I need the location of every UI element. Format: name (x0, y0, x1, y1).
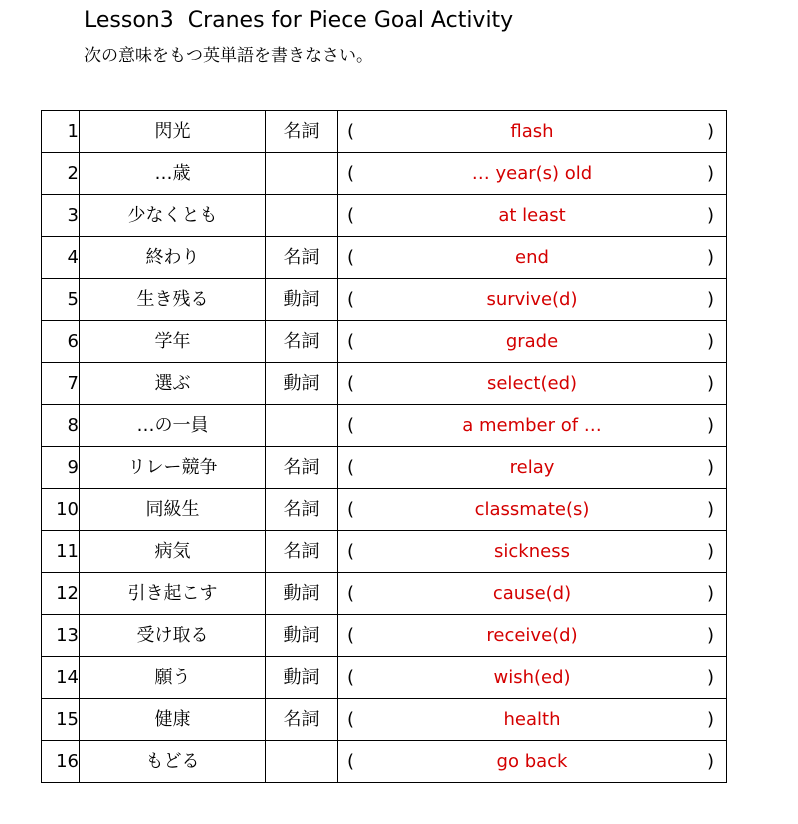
part-of-speech: 動詞 (266, 363, 338, 405)
row-number: 12 (42, 573, 80, 615)
answer-cell (338, 405, 727, 447)
part-of-speech: 動詞 (266, 657, 338, 699)
english-answer: … year(s) old (471, 162, 593, 184)
answer-cell (338, 237, 727, 279)
japanese-meaning: 少なくとも (80, 195, 266, 237)
row-number: 13 (42, 615, 80, 657)
japanese-meaning: 終わり (80, 237, 266, 279)
row-number: 16 (42, 741, 80, 783)
close-paren: ) (706, 372, 714, 394)
table-row (42, 153, 727, 195)
table-row (42, 447, 727, 489)
table-row (42, 405, 727, 447)
close-paren: ) (706, 666, 714, 688)
english-answer: wish(ed) (493, 666, 571, 688)
japanese-meaning: リレー競争 (80, 447, 266, 489)
close-paren: ) (706, 288, 714, 310)
table-row (42, 195, 727, 237)
english-answer: sickness (494, 540, 570, 562)
row-number: 15 (42, 699, 80, 741)
answer-cell (338, 321, 727, 363)
open-paren: ( (347, 330, 355, 352)
answer-cell (338, 279, 727, 321)
part-of-speech: 動詞 (266, 615, 338, 657)
part-of-speech: 名詞 (266, 531, 338, 573)
english-answer: relay (509, 456, 555, 478)
japanese-meaning: …歳 (80, 153, 266, 195)
english-answer: grade (505, 330, 559, 352)
answer-cell (338, 111, 727, 153)
answer-cell (338, 657, 727, 699)
part-of-speech: 名詞 (266, 111, 338, 153)
part-of-speech (266, 405, 338, 447)
table-row (42, 321, 727, 363)
page-title: Lesson3 Cranes for Piece Goal Activity (84, 8, 514, 33)
answer-cell (338, 363, 727, 405)
english-answer: end (515, 246, 549, 268)
english-answer: cause(d) (492, 582, 572, 604)
table-row (42, 489, 727, 531)
vocabulary-table (41, 110, 727, 783)
row-number: 11 (42, 531, 80, 573)
open-paren: ( (347, 624, 355, 646)
row-number: 4 (42, 237, 80, 279)
instruction-text: 次の意味をもつ英単語を書きなさい。 (84, 46, 373, 66)
open-paren: ( (347, 540, 355, 562)
open-paren: ( (347, 666, 355, 688)
answer-cell (338, 699, 727, 741)
close-paren: ) (706, 540, 714, 562)
table-row (42, 363, 727, 405)
open-paren: ( (347, 204, 355, 226)
close-paren: ) (706, 330, 714, 352)
table-row (42, 657, 727, 699)
table-row (42, 741, 727, 783)
english-answer: classmate(s) (474, 498, 590, 520)
close-paren: ) (706, 582, 714, 604)
part-of-speech: 名詞 (266, 699, 338, 741)
row-number: 6 (42, 321, 80, 363)
japanese-meaning: 受け取る (80, 615, 266, 657)
answer-cell (338, 195, 727, 237)
open-paren: ( (347, 498, 355, 520)
answer-cell (338, 153, 727, 195)
part-of-speech (266, 153, 338, 195)
close-paren: ) (706, 750, 714, 772)
part-of-speech: 名詞 (266, 321, 338, 363)
open-paren: ( (347, 414, 355, 436)
english-answer: health (503, 708, 561, 730)
english-answer: select(ed) (486, 372, 578, 394)
row-number: 1 (42, 111, 80, 153)
part-of-speech: 動詞 (266, 573, 338, 615)
vocabulary-table-body (42, 111, 727, 783)
answer-cell (338, 573, 727, 615)
part-of-speech (266, 741, 338, 783)
open-paren: ( (347, 582, 355, 604)
table-row (42, 573, 727, 615)
row-number: 5 (42, 279, 80, 321)
japanese-meaning: 病気 (80, 531, 266, 573)
part-of-speech: 名詞 (266, 489, 338, 531)
part-of-speech (266, 195, 338, 237)
open-paren: ( (347, 120, 355, 142)
english-answer: receive(d) (486, 624, 578, 646)
close-paren: ) (706, 204, 714, 226)
row-number: 14 (42, 657, 80, 699)
answer-cell (338, 531, 727, 573)
japanese-meaning: 引き起こす (80, 573, 266, 615)
table-row (42, 111, 727, 153)
row-number: 10 (42, 489, 80, 531)
japanese-meaning: 健康 (80, 699, 266, 741)
part-of-speech: 動詞 (266, 279, 338, 321)
row-number: 2 (42, 153, 80, 195)
close-paren: ) (706, 246, 714, 268)
table-row (42, 279, 727, 321)
open-paren: ( (347, 162, 355, 184)
open-paren: ( (347, 750, 355, 772)
english-answer: go back (496, 750, 568, 772)
table-row (42, 531, 727, 573)
japanese-meaning: …の一員 (80, 405, 266, 447)
close-paren: ) (706, 708, 714, 730)
row-number: 7 (42, 363, 80, 405)
row-number: 9 (42, 447, 80, 489)
open-paren: ( (347, 708, 355, 730)
row-number: 3 (42, 195, 80, 237)
english-answer: survive(d) (486, 288, 578, 310)
open-paren: ( (347, 372, 355, 394)
table-row (42, 699, 727, 741)
japanese-meaning: 生き残る (80, 279, 266, 321)
close-paren: ) (706, 162, 714, 184)
japanese-meaning: 同級生 (80, 489, 266, 531)
answer-cell (338, 447, 727, 489)
table-row (42, 615, 727, 657)
table-row (42, 237, 727, 279)
open-paren: ( (347, 246, 355, 268)
close-paren: ) (706, 498, 714, 520)
close-paren: ) (706, 624, 714, 646)
english-answer: a member of … (462, 414, 602, 436)
answer-cell (338, 741, 727, 783)
japanese-meaning: 願う (80, 657, 266, 699)
english-answer: flash (510, 120, 554, 142)
close-paren: ) (706, 414, 714, 436)
japanese-meaning: 閃光 (80, 111, 266, 153)
part-of-speech: 名詞 (266, 447, 338, 489)
japanese-meaning: 選ぶ (80, 363, 266, 405)
part-of-speech: 名詞 (266, 237, 338, 279)
row-number: 8 (42, 405, 80, 447)
english-answer: at least (498, 204, 566, 226)
japanese-meaning: 学年 (80, 321, 266, 363)
japanese-meaning: もどる (80, 741, 266, 783)
open-paren: ( (347, 456, 355, 478)
close-paren: ) (706, 120, 714, 142)
close-paren: ) (706, 456, 714, 478)
open-paren: ( (347, 288, 355, 310)
answer-cell (338, 615, 727, 657)
answer-cell (338, 489, 727, 531)
